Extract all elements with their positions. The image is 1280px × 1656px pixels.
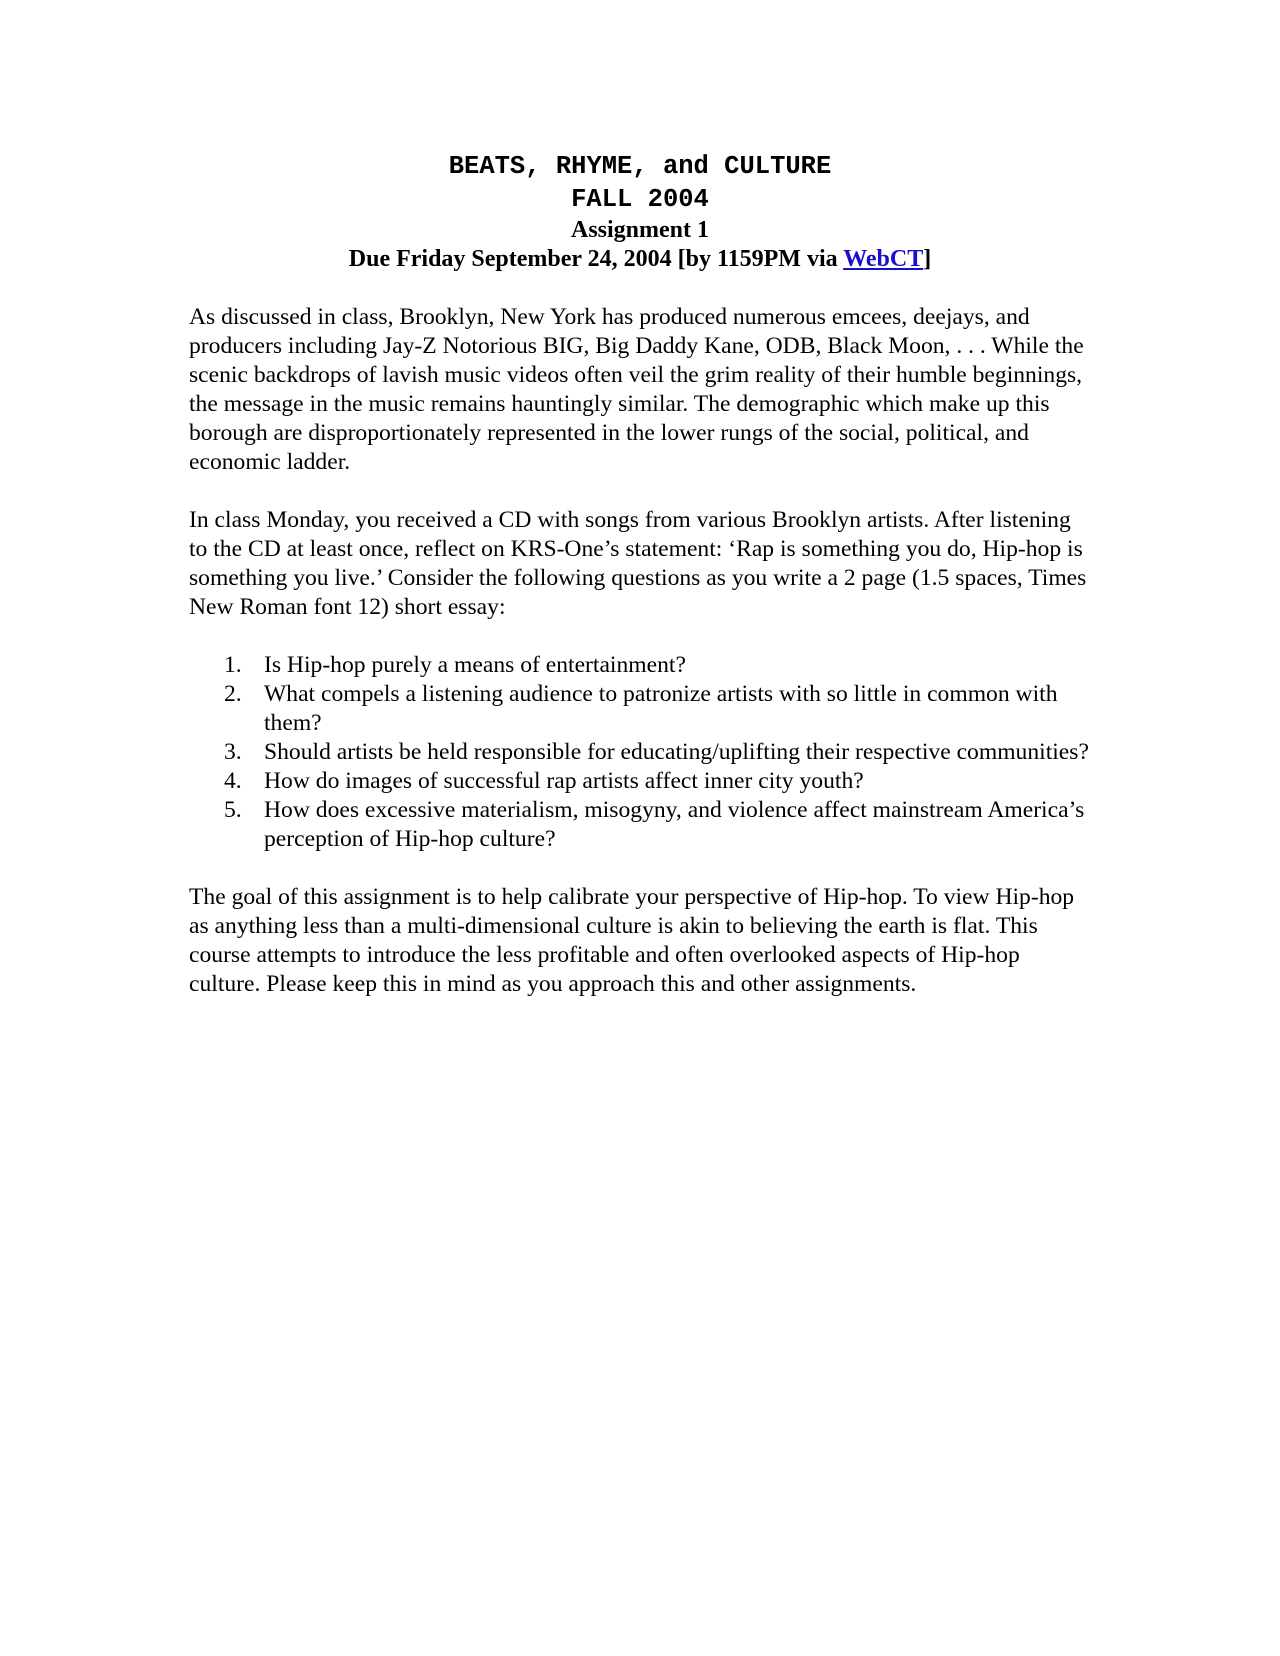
question-text: Should artists be held responsible for educating/uplifting their respective communities?: [264, 739, 1089, 765]
question-text: How do images of successful rap artists affect inner city youth?: [264, 768, 864, 794]
webct-link[interactable]: WebCT: [843, 246, 924, 272]
due-date-line: [0, 245, 1280, 274]
document-header: [0, 150, 1280, 274]
question-number: 2.: [224, 681, 242, 707]
intro-paragraph: As discussed in class, Brooklyn, New York has produced numerous emcees, deejays, and producers including Jay-Z Notorious BIG, Big Daddy Kane, ODB, Black Moon, . . . While the scenic backdrops of lavish music videos often veil the grim reality of their humble beginnings, the message in the music remains hauntingly similar. The demographic which make up this borough are disproportionately represented in the lower rungs of the social, political, and economic ladder.: [189, 304, 1084, 475]
semester-title: FALL 2004: [571, 185, 709, 214]
document-body: [189, 303, 1089, 1028]
question-text: Is Hip-hop purely a means of entertainment?: [264, 652, 686, 678]
question-number: 5.: [224, 797, 242, 823]
question-list: [189, 651, 1089, 854]
question-number: 3.: [224, 739, 242, 765]
assignment-title: Assignment 1: [570, 217, 709, 243]
assignment-paragraph: In class Monday, you received a CD with songs from various Brooklyn artists. After listening to the CD at least once, reflect on KRS-One’s statement: ‘Rap is something you do, Hip-hop is something you live.’ Consider the following questions as you write a 2 page (1.5 spaces, Times New Roman font 12) short essay:: [189, 507, 1087, 620]
question-item: [189, 738, 1089, 767]
due-date-text: Due Friday September 24, 2004 [by 1159PM via: [348, 246, 844, 272]
question-number: 1.: [224, 652, 242, 678]
course-title: BEATS, RHYME, and CULTURE: [448, 152, 832, 181]
question-item: [189, 680, 1089, 738]
question-item: [189, 796, 1089, 854]
question-item: [189, 651, 1089, 680]
question-item: [189, 767, 1089, 796]
question-text: How does excessive materialism, misogyny, and violence affect mainstream America’s perception of Hip-hop culture?: [264, 797, 1085, 852]
question-text: What compels a listening audience to patronize artists with so little in common with them?: [264, 681, 1058, 736]
due-date-close-bracket: ]: [923, 246, 932, 272]
goal-paragraph: The goal of this assignment is to help calibrate your perspective of Hip-hop. To view Hip-hop as anything less than a multi-dimensional culture is akin to believing the earth is flat. This course attempts to introduce the less profitable and often overlooked aspects of Hip-hop culture. Please keep this in mind as you approach this and other assignments.: [189, 884, 1075, 997]
question-number: 4.: [224, 768, 242, 794]
